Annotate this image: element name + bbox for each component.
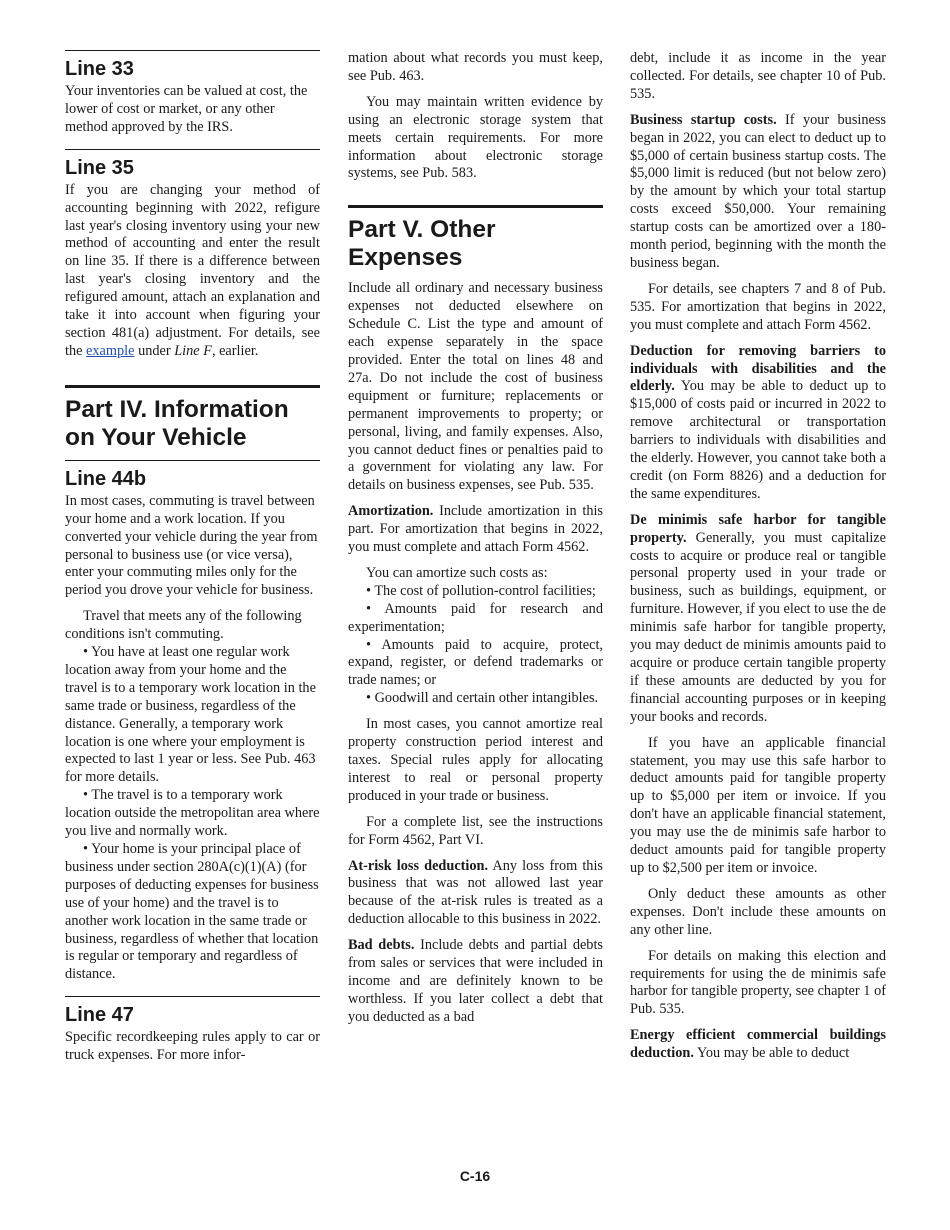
startup-costs-text: Business startup costs. If your business began in 2022, you can elect to deduct up to $5,000 of certain business startup costs. The $5,000 limit is reduced (but not below zero) by the amount by which your total startup costs exceed $50,000. Your remaining startup costs can be amortized over a 180-month period, beginning with the month the business began. — [630, 111, 886, 271]
column-right — [630, 50, 886, 1063]
line33-heading: Line 33 — [65, 58, 134, 80]
section-rule — [65, 996, 320, 997]
list-item: • Amounts paid for research and experimentation; — [348, 600, 603, 635]
column-left — [65, 50, 320, 1065]
bad-debts-text: Bad debts. Include debts and partial debts from sales or services that were included in income and are definitely known to be worthless. If you later collect a debt that you deducted as a bad — [348, 937, 603, 1025]
line47-heading: Line 47 — [65, 1004, 134, 1027]
amortization-interest-text: In most cases, you cannot amortize real property construction period interest and taxes. Special rules apply for allocating interest to real or personal property produced in your trade or business. — [348, 716, 603, 804]
list-item: • The travel is to a temporary work location outside the metropolitan area where you live and normally work. — [65, 787, 320, 840]
records-continued: mation about what records you must keep, see Pub. 463. — [348, 50, 603, 84]
example-link[interactable]: example — [86, 342, 135, 359]
part4-heading: Part IV. Information on Your Vehicle — [65, 395, 289, 451]
part-rule — [65, 385, 320, 388]
list-item: • You have at least one regular work location away from your home and the travel is to a temporary work location in the same trade or business, regardless of the distance. Generally, a temporary work location is one where your employment is expected to last 1 year or less. See Pub. 463 for more details. — [65, 644, 316, 786]
list-item: • The cost of pollution-control facilities; — [366, 582, 596, 599]
amortization-complete-list: For a complete list, see the instructions for Form 4562, Part VI. — [348, 813, 603, 848]
section-rule — [65, 50, 320, 51]
line44b-conditions: Travel that meets any of the following conditions isn't commuting. — [65, 608, 302, 643]
list-item: • Goodwill and certain other intangibles. — [366, 690, 599, 707]
part-rule — [348, 205, 603, 208]
electronic-storage-text: You may maintain written evidence by using an electronic storage system that meets certain requirements. For more information about electronic storage systems, see Pub. 583. — [348, 93, 603, 182]
de-minimis-text: De minimis safe harbor for tangible property. Generally, you must capitalize costs to acquire or produce real or tangible personal property used in your trade or business, such as buildings, equipment, or furniture. However, if you elect to use the de minimis safe harbor for tangible property, you may deduct de minimis amounts paid to acquire or produce certain tangible property if these amounts are deducted by you for financial accounting purposes or in keeping your books and records. — [630, 511, 886, 725]
amortization-list-intro: You can amortize such costs as: — [366, 564, 548, 581]
list-item: • Amounts paid to acquire, protect, expand, register, or defend trademarks or trade names; or — [348, 636, 603, 689]
line33-text: Your inventories can be valued at cost, the lower of cost or market, or any other method approved by the IRS. — [65, 83, 308, 135]
section-rule — [65, 149, 320, 150]
line35-text: If you are changing your method of accounting beginning with 2022, refigure last year's closing inventory using your new method of accounting and enter the result on line 35. If there is a difference between last year's closing inventory and the refigured amount, attach an explanation and take it into account when figuring your section 481(a) adjustment. For details, see the example under Line F, earlier. — [65, 181, 320, 359]
amortization-text: Amortization. Include amortization in this part. For amortization that begins in 2022, you must complete and attach Form 4562. — [348, 503, 604, 556]
line47-text: Specific recordkeeping rules apply to car or truck expenses. For more infor- — [65, 1029, 320, 1064]
at-risk-text: At-risk loss deduction. Any loss from this business that was not allowed last year because of the at-risk rules is treated as a deduction allocable to this business in 2022. — [348, 857, 603, 928]
line44b-heading: Line 44b — [65, 467, 147, 490]
part5-heading: Part V. Other Expenses — [348, 216, 496, 272]
part5-text: Include all ordinary and necessary business expenses not deducted elsewhere on Schedule C. List the type and amount of each expense separately in the space provided. Enter the total on lines 48 and 27a. Do not include the cost of business equipment or furniture; replacements or permanent improvements to property; or personal, living, and family expenses. Also, you cannot deduct fines or penalties paid to a government for violating any law. For details on business expenses, see Pub. 535. — [348, 280, 603, 494]
page-number: C-16 — [459, 1168, 491, 1184]
barriers-text: Deduction for removing barriers to individuals with disabilities and the elderly. You may be able to deduct up to $15,000 of costs paid or incurred in 2022 to remove architectural or transportation barriers to individuals with disabilities and the elderly. However, you cannot take both a credit (on Form 8826) and a deduction for the same expenditures. — [630, 342, 887, 502]
section-rule — [65, 460, 320, 461]
startup-costs-details: For details, see chapters 7 and 8 of Pub. 535. For amortization that begins in 2022, you must complete and attach Form 4562. — [630, 280, 886, 333]
energy-efficient-text: Energy efficient commercial buildings deduction. You may be able to deduct — [630, 1027, 886, 1062]
bad-debts-continued: debt, include it as income in the year collected. For details, see chapter 10 of Pub. 535. — [630, 50, 886, 102]
line35-heading: Line 35 — [65, 156, 134, 179]
de-minimis-financial-statement: If you have an applicable financial statement, you may use this safe harbor to deduct amounts paid for tangible property up to $5,000 per item or invoice. If you don't have an applicable financial statement, you may use the de minimis safe harbor to deduct amounts paid for tangible property up to $2,500 per item or invoice. — [630, 734, 886, 876]
line44b-text: In most cases, commuting is travel between your home and a work location. If you converted your vehicle during the year from personal to business use (or vice versa), enter your commuting miles only for the period you drove your vehicle for business. — [65, 492, 318, 599]
column-middle — [348, 50, 603, 1027]
list-item: • Your home is your principal place of business under section 280A(c)(1)(A) (for purposes of deducting expenses for business use of your home) and the travel is to another work location in the same trade or business, regardless of whether that location is regular or temporary and regardless of distance. — [65, 841, 319, 983]
de-minimis-only-deduct: Only deduct these amounts as other expenses. Don't include these amounts on any other line. — [630, 885, 886, 938]
de-minimis-election-details: For details on making this election and requirements for using the de minimis safe harbor for tangible property, see chapter 1 of Pub. 535. — [630, 947, 886, 1018]
